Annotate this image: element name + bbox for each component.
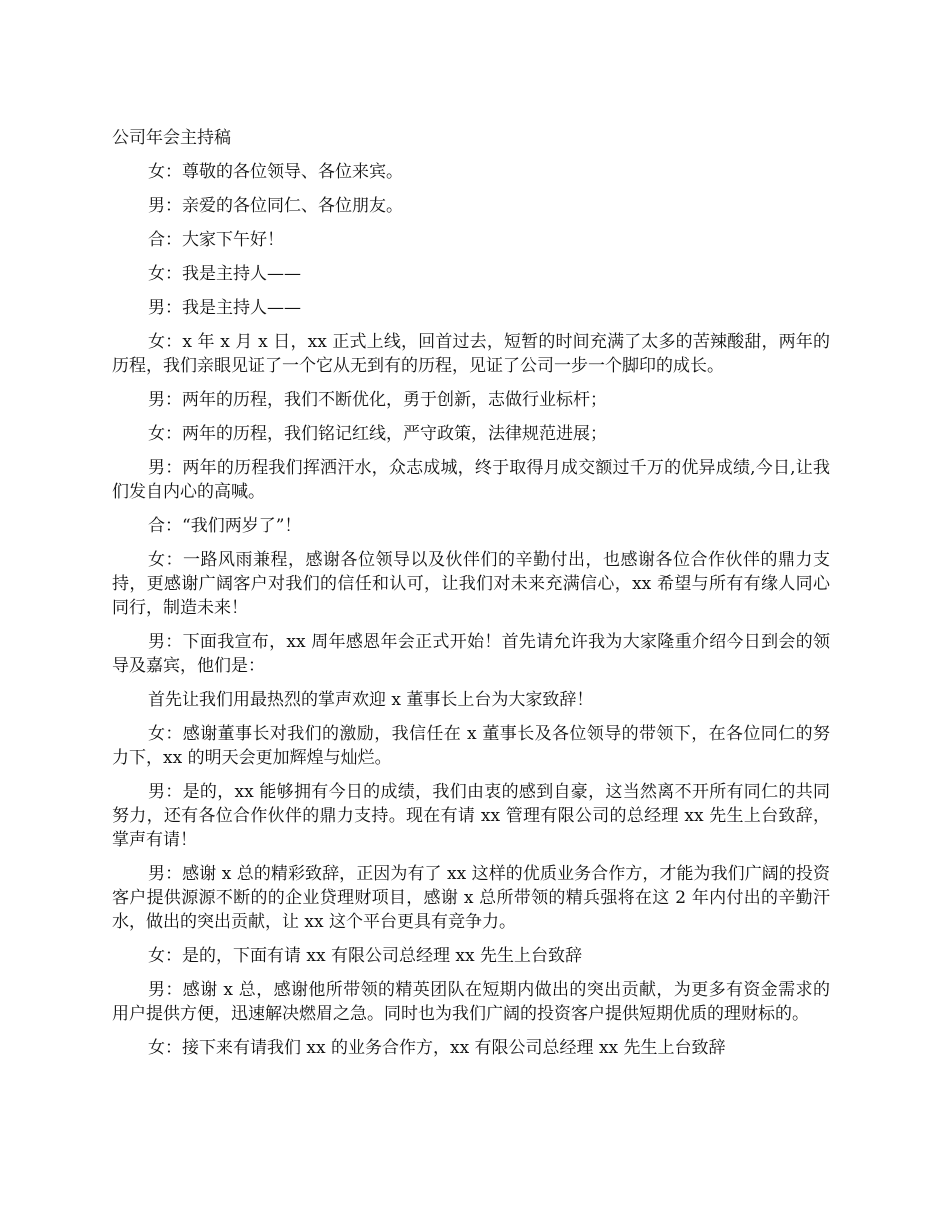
paragraph: 女：一路风雨兼程，感谢各位领导以及伙伴们的辛勤付出，也感谢各位合作伙伴的鼎力支持，更感谢广阔客户对我们的信任和认可，让我们对未来充满信心，xx 希望与所有有缘人同心同行，制造未来！ bbox=[112, 550, 830, 618]
paragraph: 女：接下来有请我们 xx 的业务合作方，xx 有限公司总经理 xx 先生上台致辞 bbox=[148, 1038, 726, 1058]
paragraph: 女：尊敬的各位领导、各位来宾。 bbox=[148, 162, 403, 182]
document-body bbox=[112, 126, 830, 1070]
paragraph: 男：感谢 x 总，感谢他所带领的精英团队在短期内做出的突出贡献，为更多有资金需求的用户提供方便，迅速解决燃眉之急。同时也为我们广阔的投资客户提供短期优质的理财标的。 bbox=[112, 980, 830, 1024]
paragraph: 女：是的，下面有请 xx 有限公司总经理 xx 先生上台致辞 bbox=[148, 946, 582, 966]
paragraph: 男：两年的历程我们挥洒汗水，众志成城，终于取得月成交额过千万的优异成绩,今日,让我们发自内心的高喊。 bbox=[112, 458, 830, 502]
paragraph: 男：亲爱的各位同仁、各位朋友。 bbox=[148, 196, 403, 216]
document-title: 公司年会主持稿 bbox=[112, 128, 231, 148]
paragraph: 女：我是主持人—— bbox=[148, 264, 301, 284]
paragraph: 合：大家下午好！ bbox=[148, 230, 284, 250]
paragraph: 男：感谢 x 总的精彩致辞，正因为有了 xx 这样的优质业务合作方，才能为我们广阔的投资客户提供源源不断的的企业贷理财项目，感谢 x 总所带领的精兵强将在这 2 年内付出的辛勤汗水，做出的突出贡献，让 xx 这个平台更具有竞争力。 bbox=[112, 864, 830, 932]
paragraph: 女：感谢董事长对我们的激励，我信任在 x 董事长及各位领导的带领下，在各位同仁的努力下，xx 的明天会更加辉煌与灿烂。 bbox=[112, 724, 830, 768]
paragraph: 男：两年的历程，我们不断优化，勇于创新，志做行业标杆； bbox=[148, 390, 607, 410]
paragraph: 男：是的，xx 能够拥有今日的成绩，我们由衷的感到自豪，这当然离不开所有同仁的共同努力，还有各位合作伙伴的鼎力支持。现在有请 xx 管理有限公司的总经理 xx 先生上台致辞，掌声有请！ bbox=[112, 782, 830, 850]
paragraph: 合：“我们两岁了”！ bbox=[148, 516, 302, 536]
paragraph: 男：我是主持人—— bbox=[148, 298, 301, 318]
paragraph: 首先让我们用最热烈的掌声欢迎 x 董事长上台为大家致辞！ bbox=[148, 690, 594, 710]
paragraph: 女：两年的历程，我们铭记红线，严守政策，法律规范进展； bbox=[148, 424, 607, 444]
paragraph: 女：x 年 x 月 x 日，xx 正式上线，回首过去，短暂的时间充满了太多的苦辣酸甜，两年的历程，我们亲眼见证了一个它从无到有的历程，见证了公司一步一个脚印的成长。 bbox=[112, 332, 830, 376]
paragraph: 男：下面我宣布，xx 周年感恩年会正式开始！首先请允许我为大家隆重介绍今日到会的领导及嘉宾，他们是： bbox=[112, 632, 830, 676]
